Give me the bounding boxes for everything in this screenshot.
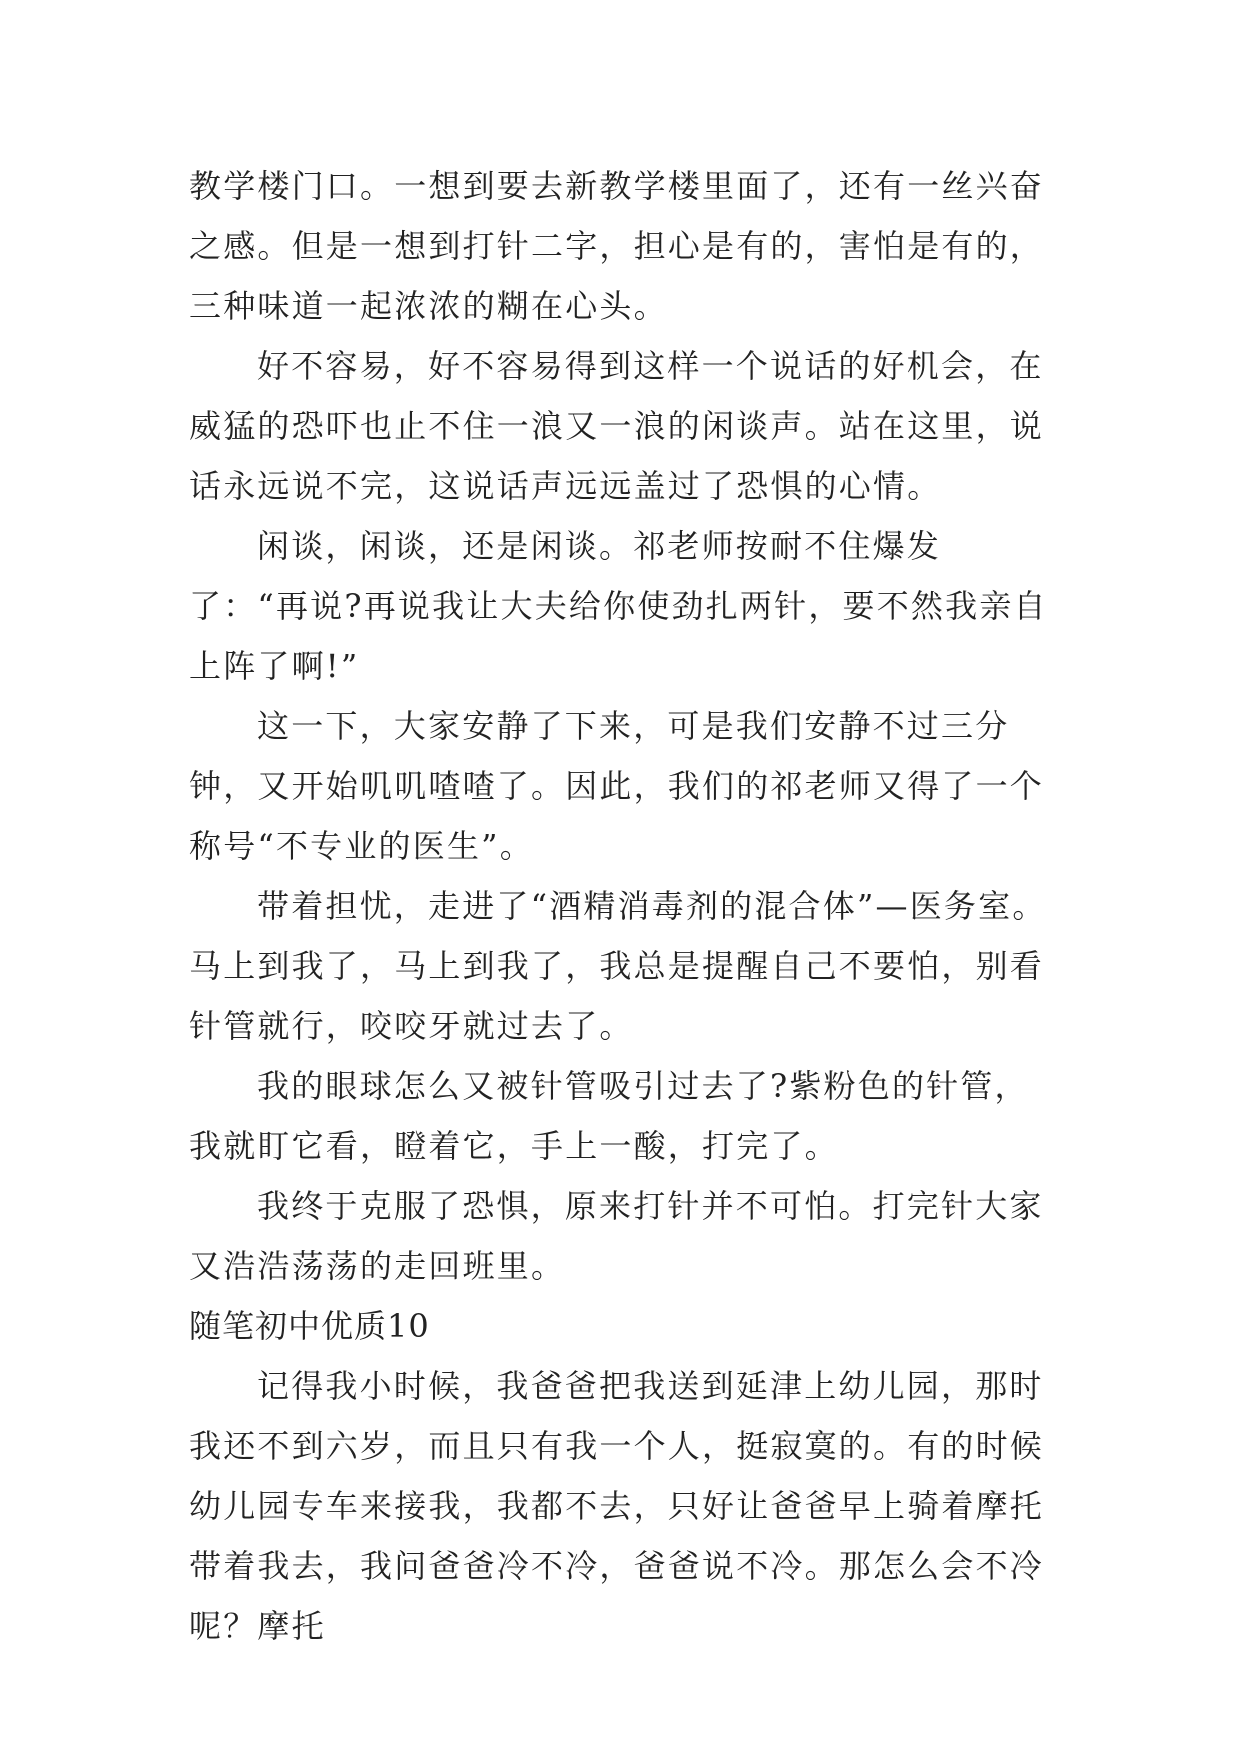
paragraph: 闲谈，闲谈，还是闲谈。祁老师按耐不住爆发了：“再说?再说我让大夫给你使劲扎两针，要不然我亲自上阵了啊!” [189,527,1048,685]
paragraph: 好不容易，好不容易得到这样一个说话的好机会，在威猛的恐吓也止不住一浪又一浪的闲谈声。站在这里，说话永远说不完，这说话声远远盖过了恐惧的心情。 [189,347,1045,505]
paragraph-continued: 教学楼门口。一想到要去新教学楼里面了，还有一丝兴奋之感。但是一想到打针二字，担心是有的，害怕是有的，三种味道一起浓浓的糊在心头。 [189,167,1045,325]
paragraph: 我终于克服了恐惧，原来打针并不可怕。打完针大家又浩浩荡荡的走回班里。 [189,1187,1044,1285]
paragraph: 我的眼球怎么又被针管吸引过去了?紫粉色的针管，我就盯它看，瞪着它，手上一酸，打完了。 [189,1067,1029,1165]
paragraph: 这一下，大家安静了下来，可是我们安静不过三分钟，又开始叽叽喳喳了。因此，我们的祁老师又得了一个称号“不专业的医生”。 [189,707,1045,865]
paragraph: 带着担忧，走进了“酒精消毒剂的混合体”—医务室。马上到我了，马上到我了，我总是提醒自己不要怕，别看针管就行，咬咬牙就过去了。 [189,887,1047,1045]
section-heading: 随笔初中优质10 [189,1307,430,1345]
paragraph: 记得我小时候，我爸爸把我送到延津上幼儿园，那时我还不到六岁，而且只有我一个人，挺寂寞的。有的时候幼儿园专车来接我，我都不去，只好让爸爸早上骑着摩托带着我去，我问爸爸冷不冷，爸爸说不冷。那怎么会不冷呢？摩托 [189,1367,1045,1645]
document-body [189,156,1059,1656]
